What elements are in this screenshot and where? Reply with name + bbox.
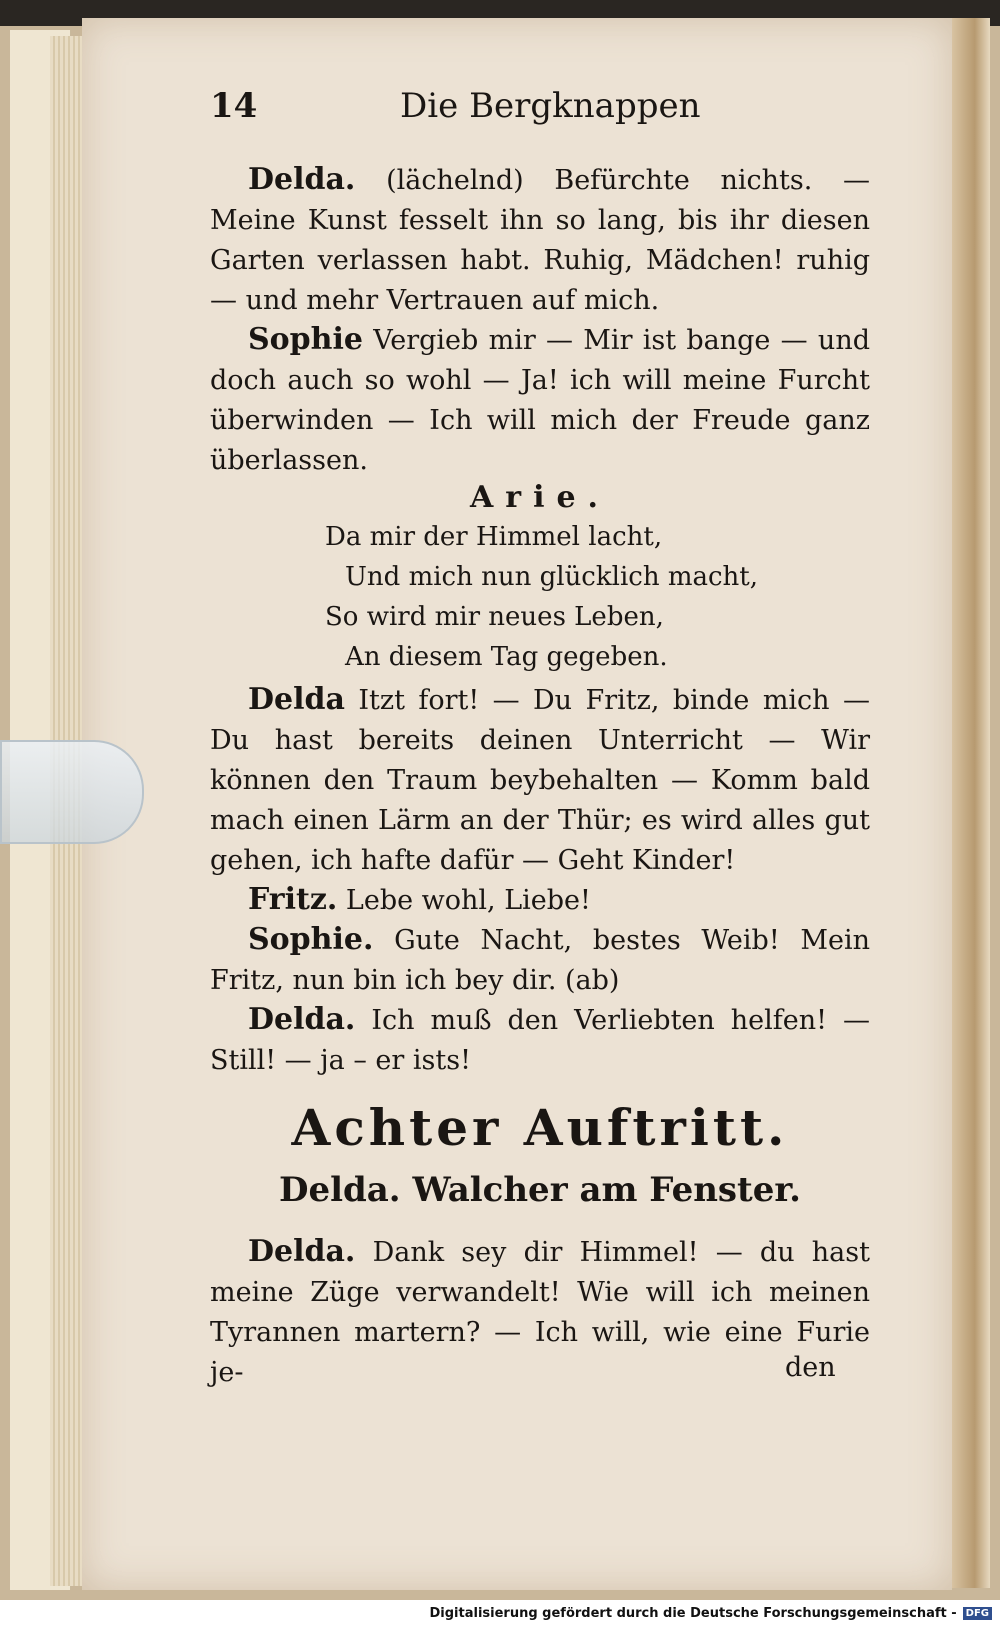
speaker-name: Delda. bbox=[248, 1234, 356, 1269]
verse-line: Da mir der Himmel lacht, bbox=[325, 522, 663, 552]
paragraph-sophie-1 bbox=[210, 320, 870, 481]
verse-line: An diesem Tag gegeben. bbox=[345, 642, 668, 672]
paragraph-text: Vergieb mir — Mir ist bange — und doch auch so wohl — Ja! ich will meine Furcht überwinden — Ich will mich der Freude ganz überlassen. bbox=[210, 325, 870, 476]
book-cover-right bbox=[952, 18, 990, 1588]
verse-line: Und mich nun glücklich macht, bbox=[345, 562, 759, 592]
page-number: 14 bbox=[210, 86, 258, 126]
speaker-name: Sophie bbox=[248, 322, 363, 357]
speaker-name: Delda. bbox=[248, 1002, 356, 1037]
paragraph-delda-1 bbox=[210, 160, 870, 321]
catchword: den bbox=[785, 1352, 836, 1383]
paragraph-text: Ich muß den Verliebten helfen! — Still! — ja – er ists! bbox=[210, 1005, 870, 1076]
verse-line: So wird mir neues Leben, bbox=[325, 602, 664, 632]
paragraph-text: (lächelnd) Befürchte nichts. — Meine Kunst fesselt ihn so lang, bis ihr diesen Garten verlassen habt. Ruhig, Mädchen! ruhig — und mehr Vertrauen auf mich. bbox=[210, 165, 870, 316]
speaker-name: Fritz. bbox=[248, 882, 338, 917]
speaker-name: Delda. bbox=[248, 162, 356, 197]
paragraph-delda-2 bbox=[210, 680, 870, 881]
dfg-logo: DFG bbox=[963, 1607, 992, 1620]
speaker-name: Delda bbox=[248, 682, 345, 717]
scene-characters: Delda. Walcher am Fenster. bbox=[278, 1170, 802, 1210]
scene-title: Achter Auftritt. bbox=[291, 1098, 789, 1157]
speaker-name: Sophie. bbox=[248, 922, 374, 957]
paragraph-sophie-2 bbox=[210, 920, 870, 1001]
page-clip bbox=[0, 740, 144, 844]
paragraph-text: Gute Nacht, bestes Weib! Mein Fritz, nun bin ich bey dir. (ab) bbox=[210, 925, 870, 996]
paragraph-delda-3 bbox=[210, 1000, 870, 1081]
credit-text: Digitalisierung gefördert durch die Deutsche Forschungsgemeinschaft - bbox=[429, 1605, 957, 1621]
paragraph-delda-4 bbox=[210, 1232, 870, 1393]
paragraph-fritz bbox=[210, 880, 870, 921]
paragraph-text: Dank sey dir Himmel! — du hast meine Züge verwandelt! Wie will ich meinen Tyrannen martern? — Ich will, wie eine Furie je- bbox=[210, 1237, 870, 1388]
aria-title: Arie. bbox=[469, 480, 610, 515]
paragraph-text: Itzt fort! — Du Fritz, binde mich — Du hast bereits deinen Unterricht — Wir können den Traum beybehalten — Komm bald mach einen Lärm an der Thür; es wird alles gut gehen, ich hafte dafür — Geht Kinder! bbox=[210, 685, 870, 876]
running-title: Die Bergknappen bbox=[400, 86, 701, 126]
paragraph-text: Lebe wohl, Liebe! bbox=[345, 885, 591, 916]
digitization-credit bbox=[430, 1603, 993, 1623]
